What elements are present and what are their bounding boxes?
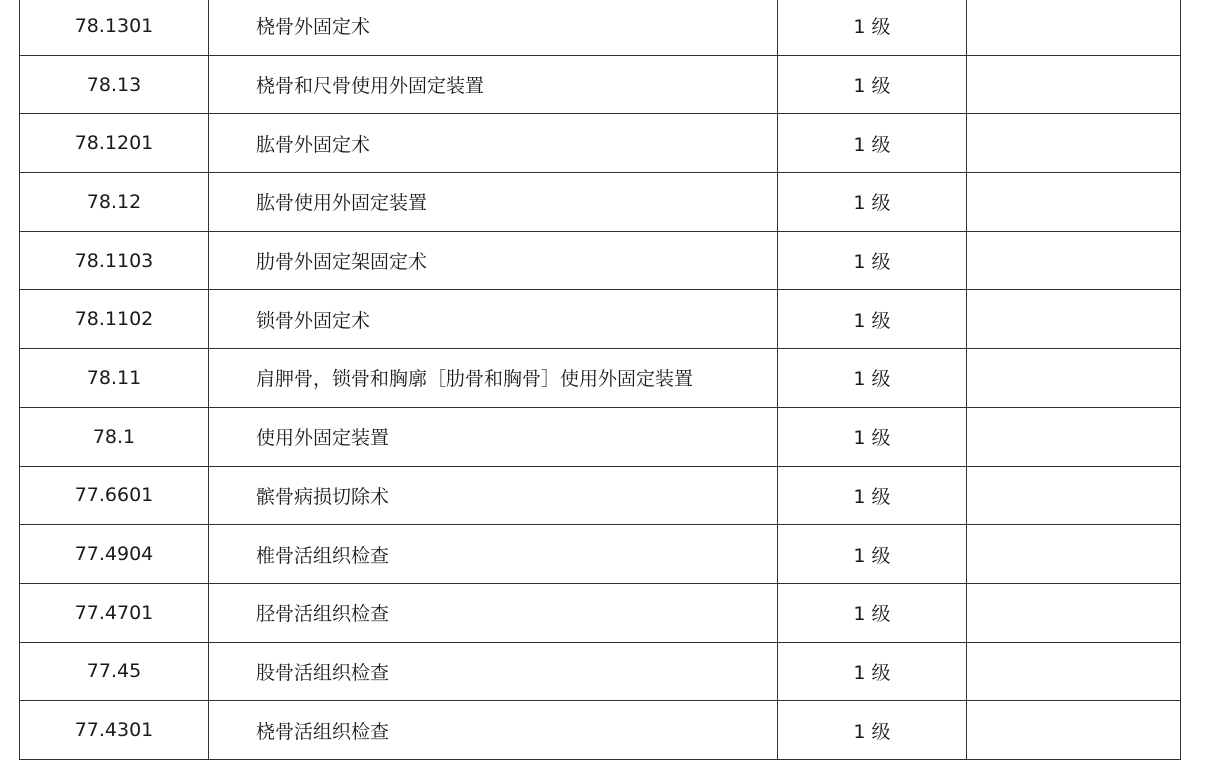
procedure-code: 77.4301 (20, 701, 209, 760)
procedure-level: 1 级 (778, 701, 967, 760)
procedure-level: 1 级 (778, 0, 967, 55)
procedure-level: 1 级 (778, 525, 967, 584)
procedure-note (967, 55, 1181, 114)
procedure-code: 78.11 (20, 349, 209, 408)
procedure-note (967, 701, 1181, 760)
table-row (20, 173, 1181, 232)
table-row (20, 525, 1181, 584)
table-row (20, 466, 1181, 525)
procedure-level: 1 级 (778, 290, 967, 349)
procedure-level: 1 级 (778, 407, 967, 466)
procedure-name: 桡骨活组织检查 (209, 701, 778, 760)
procedure-code: 77.4904 (20, 525, 209, 584)
procedure-code: 78.13 (20, 55, 209, 114)
procedure-note (967, 173, 1181, 232)
procedure-level: 1 级 (778, 642, 967, 701)
procedure-note (967, 642, 1181, 701)
procedure-name: 肋骨外固定架固定术 (209, 231, 778, 290)
procedure-name: 桡骨外固定术 (209, 0, 778, 55)
procedure-name: 使用外固定装置 (209, 407, 778, 466)
procedure-name: 肱骨外固定术 (209, 114, 778, 173)
procedure-code: 78.1102 (20, 290, 209, 349)
procedure-note (967, 583, 1181, 642)
procedure-code: 78.1301 (20, 0, 209, 55)
procedure-name: 股骨活组织检查 (209, 642, 778, 701)
table-row (20, 583, 1181, 642)
procedure-level: 1 级 (778, 349, 967, 408)
procedure-name: 肱骨使用外固定装置 (209, 173, 778, 232)
procedure-note (967, 525, 1181, 584)
procedure-name: 肩胛骨，锁骨和胸廓［肋骨和胸骨］使用外固定装置 (209, 349, 778, 408)
table-row (20, 701, 1181, 760)
table-row (20, 114, 1181, 173)
procedure-code: 77.45 (20, 642, 209, 701)
table-row (20, 55, 1181, 114)
procedure-note (967, 407, 1181, 466)
procedure-level: 1 级 (778, 466, 967, 525)
procedure-note (967, 0, 1181, 55)
procedure-code: 78.1 (20, 407, 209, 466)
procedure-name: 胫骨活组织检查 (209, 583, 778, 642)
procedure-name: 锁骨外固定术 (209, 290, 778, 349)
procedure-name: 桡骨和尺骨使用外固定装置 (209, 55, 778, 114)
table-row (20, 349, 1181, 408)
procedure-level: 1 级 (778, 173, 967, 232)
procedure-code: 77.6601 (20, 466, 209, 525)
table-row (20, 642, 1181, 701)
table-row (20, 0, 1181, 55)
table-row (20, 407, 1181, 466)
procedure-note (967, 114, 1181, 173)
procedure-level: 1 级 (778, 55, 967, 114)
procedure-note (967, 231, 1181, 290)
procedure-name: 髌骨病损切除术 (209, 466, 778, 525)
procedure-note (967, 290, 1181, 349)
procedure-level: 1 级 (778, 231, 967, 290)
procedure-level: 1 级 (778, 114, 967, 173)
table-row (20, 290, 1181, 349)
procedure-code: 77.4701 (20, 583, 209, 642)
procedure-level: 1 级 (778, 583, 967, 642)
procedure-code: 78.1201 (20, 114, 209, 173)
procedure-code: 78.1103 (20, 231, 209, 290)
procedure-code: 78.12 (20, 173, 209, 232)
table-row (20, 231, 1181, 290)
procedure-name: 椎骨活组织检查 (209, 525, 778, 584)
procedure-note (967, 466, 1181, 525)
procedure-table (19, 0, 1181, 760)
procedure-note (967, 349, 1181, 408)
